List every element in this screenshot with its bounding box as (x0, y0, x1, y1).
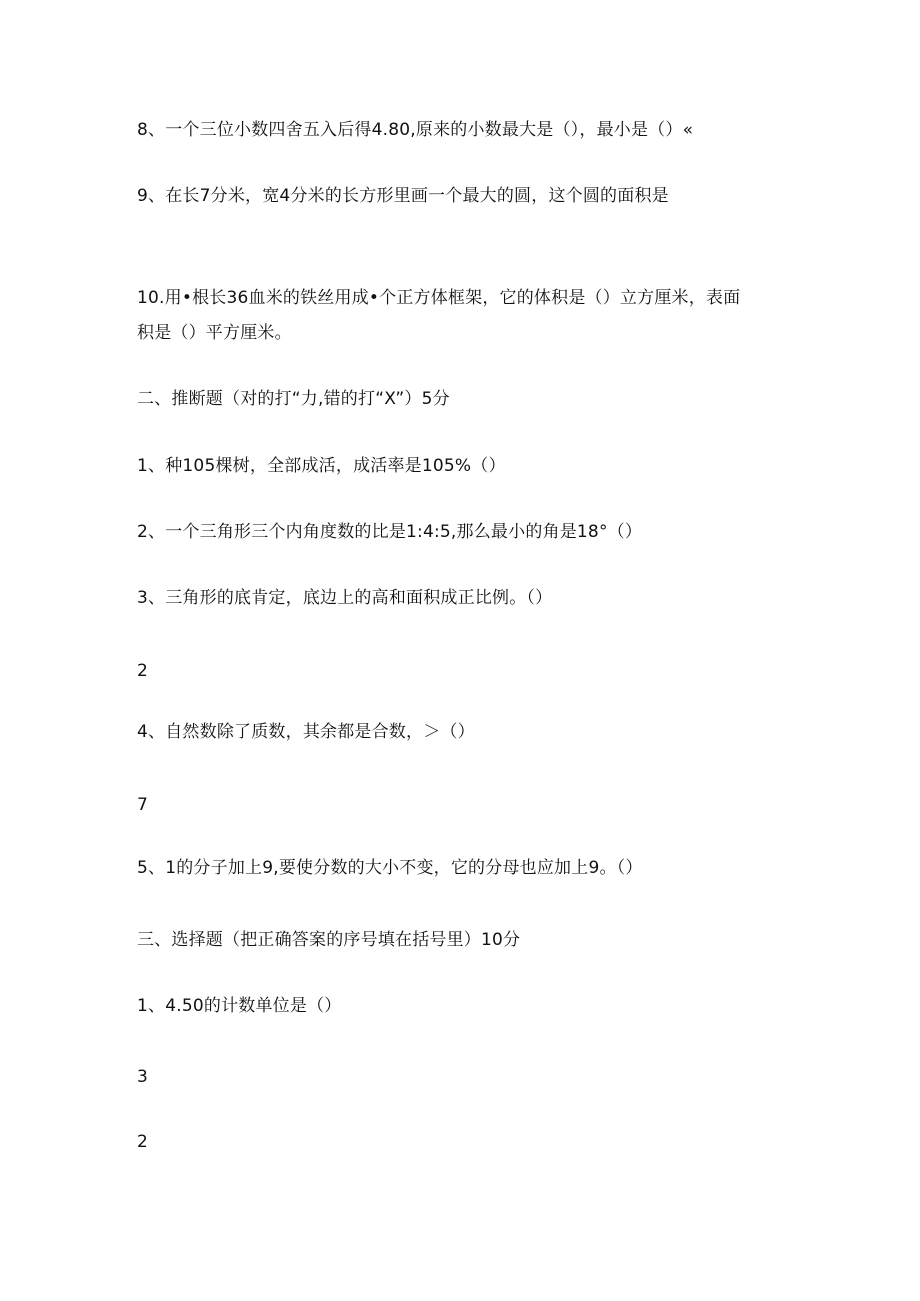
question-8-line: 8、一个三位小数四舍五入后得4.80,原来的小数最大是（），最小是（）« (137, 120, 694, 140)
judgment-question-5: 5、1的分子加上9,要使分数的大小不变，它的分母也应加上9。（） (137, 858, 643, 878)
judgment-question-4: 4、自然数除了质数，其余都是合数，＞（） (137, 722, 475, 742)
stray-number-line: 2 (137, 1132, 149, 1152)
question-10-line-1: 10.用•根长36血米的铁丝用成•个正方体框架，它的体积是（）立方厘米，表面 (137, 288, 741, 308)
question-9-line: 9、在长7分米，宽4分米的长方形里画一个最大的圆，这个圆的面积是 (137, 186, 669, 206)
judgment-question-2: 2、一个三角形三个内角度数的比是1:4:5,那么最小的角是18°（） (137, 522, 643, 542)
judgment-question-3: 3、三角形的底肯定，底边上的高和面积成正比例。（） (137, 588, 553, 608)
section-3-heading: 三、选择题（把正确答案的序号填在括号里）10分 (137, 930, 521, 950)
stray-number-line: 7 (137, 795, 149, 815)
stray-number-line: 3 (137, 1067, 149, 1087)
judgment-question-1: 1、种105棵树，全部成活，成活率是105%（） (137, 456, 506, 476)
stray-number-line: 2 (137, 661, 149, 681)
choice-question-1: 1、4.50的计数单位是（） (137, 996, 342, 1016)
section-2-heading: 二、推断题（对的打“力,错的打“X”）5分 (137, 389, 450, 409)
question-10-line-2: 积是（）平方厘米。 (137, 323, 292, 343)
